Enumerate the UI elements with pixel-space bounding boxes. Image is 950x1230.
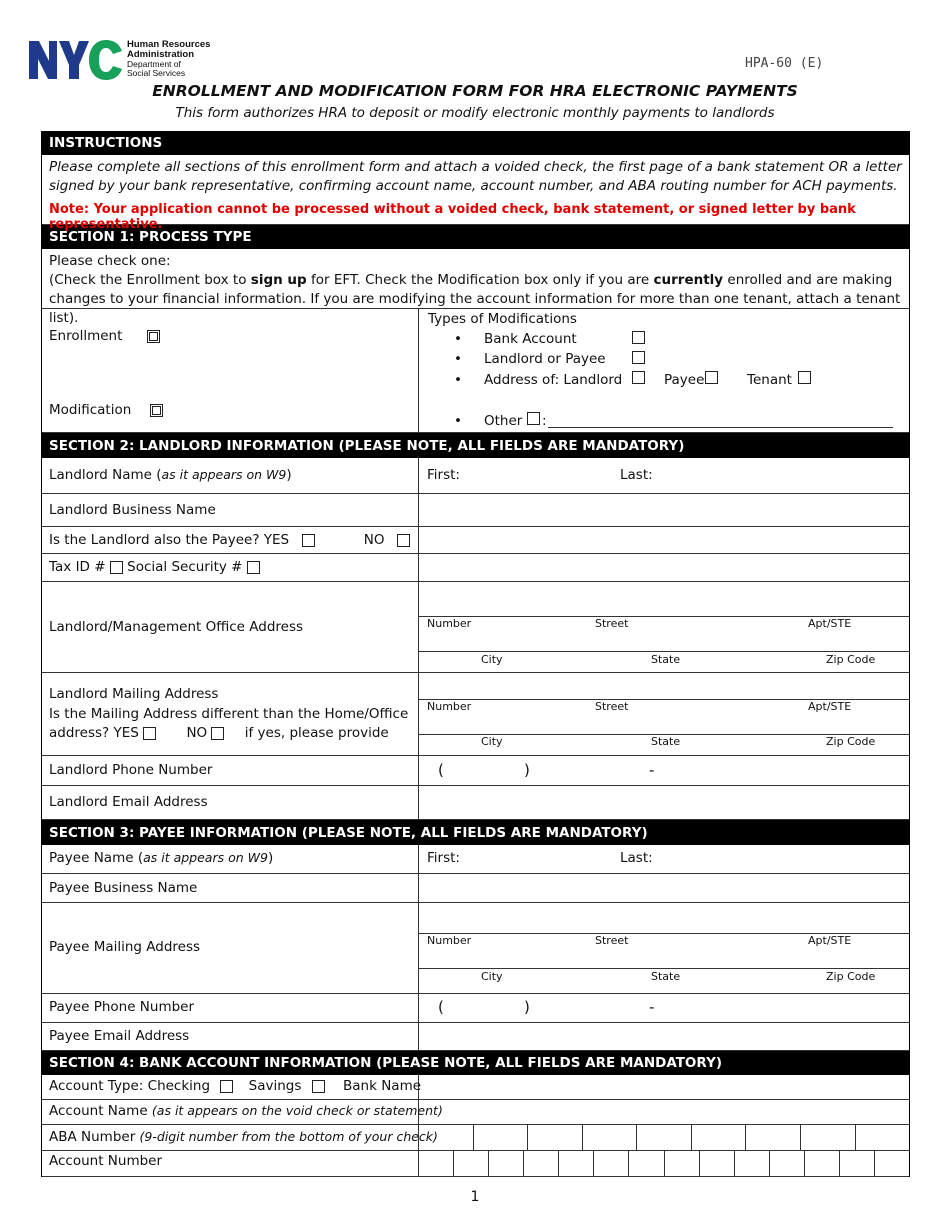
is-payee-text: Is the Landlord also the Payee? YES — [49, 532, 290, 548]
office-state-label: State — [651, 653, 681, 666]
landlord-name-text: Landlord Name ( — [49, 467, 162, 483]
office-address-row — [42, 582, 909, 673]
instructions-note: Note: Your application cannot be processed without a voided check, bank statement, or signed letter by bank representative. — [49, 202, 856, 232]
section2-heading — [42, 433, 909, 458]
office-street-label: Street — [595, 617, 629, 630]
form-code: HPA-60 (E) — [745, 56, 824, 71]
mailing-line-3 — [49, 724, 408, 744]
account-number-row — [42, 1151, 909, 1177]
section4-heading-text: SECTION 4: BANK ACCOUNT INFORMATION (PLEASE NOTE, ALL FIELDS ARE MANDATORY) — [49, 1055, 723, 1071]
office-number-label: Number — [427, 617, 472, 630]
landlord-name-label — [49, 467, 292, 483]
account-number-digit-grid[interactable] — [418, 1151, 909, 1176]
payee-street-label: Street — [595, 934, 629, 947]
bullet-other: • — [454, 413, 462, 429]
payee-name-hint: as it appears on W9 — [143, 850, 268, 865]
instructions-block — [42, 155, 909, 232]
modification-checkbox[interactable] — [150, 404, 163, 417]
address-payee-label: Payee — [664, 372, 705, 388]
form-body — [41, 131, 910, 1177]
aba-text: ABA Number — [49, 1129, 140, 1145]
mailing-line-1: Landlord Mailing Address — [49, 686, 219, 702]
payee-phone-dash: - — [649, 998, 655, 1016]
is-payee-no-label: NO — [363, 532, 385, 548]
mailing-street-label: Street — [595, 700, 629, 713]
address-of-landlord-label: Address of: Landlord — [484, 372, 623, 388]
account-name-text: Account Name — [49, 1103, 152, 1119]
payee-mailing-row — [42, 903, 909, 994]
payee-number-label: Number — [427, 934, 472, 947]
help-bold-1: sign up — [250, 272, 307, 288]
landlord-business-label: Landlord Business Name — [49, 502, 216, 518]
payee-first-label: First: — [427, 850, 460, 866]
account-name-hint: (as it appears on the void check or statement) — [151, 1103, 443, 1118]
other-colon: : — [542, 413, 547, 429]
landlord-is-payee-label — [49, 532, 410, 548]
landlord-name-paren: ) — [286, 467, 292, 483]
is-payee-no-checkbox[interactable] — [397, 534, 410, 547]
enrollment-label: Enrollment — [49, 328, 123, 344]
account-name-label — [49, 1103, 443, 1119]
payee-business-label: Payee Business Name — [49, 880, 198, 896]
form-subtitle: This form authorizes HRA to deposit or modify electronic monthly payments to landlords — [175, 105, 775, 121]
tax-id-text: Tax ID # — [49, 559, 106, 575]
enrollment-checkbox[interactable] — [147, 330, 160, 343]
instructions-heading — [42, 131, 909, 155]
bank-account-label: Bank Account — [484, 331, 577, 347]
agency-line-1: Human Resources — [127, 39, 211, 50]
bullet-bank: • — [454, 331, 462, 347]
account-type-label — [49, 1078, 421, 1094]
address-payee-checkbox[interactable] — [705, 371, 718, 384]
landlord-phone-label: Landlord Phone Number — [49, 762, 213, 778]
landlord-phone-dash: - — [649, 761, 655, 779]
address-tenant-label: Tenant — [747, 372, 792, 388]
payee-phone-row — [42, 994, 909, 1023]
aba-label — [49, 1129, 438, 1145]
account-number-label: Account Number — [49, 1153, 163, 1169]
bank-name-text: Bank Name — [343, 1078, 422, 1094]
agency-line-3: Department of — [127, 59, 181, 69]
aba-hint: (9-digit number from the bottom of your check) — [139, 1129, 438, 1144]
bank-account-checkbox[interactable] — [632, 331, 645, 344]
form-title: ENROLLMENT AND MODIFICATION FORM FOR HRA ELECTRONIC PAYMENTS — [152, 82, 798, 100]
section2-heading-text: SECTION 2: LANDLORD INFORMATION (PLEASE NOTE, ALL FIELDS ARE MANDATORY) — [49, 437, 685, 454]
nyc-logo-graphic — [29, 39, 123, 81]
landlord-email-label: Landlord Email Address — [49, 794, 208, 810]
mailing-if-yes-text: if yes, please provide — [244, 725, 389, 741]
payee-zip-label: Zip Code — [826, 970, 876, 983]
modification-label: Modification — [49, 402, 132, 418]
landlord-or-payee-label: Landlord or Payee — [484, 351, 606, 367]
tax-id-checkbox[interactable] — [110, 561, 123, 574]
landlord-email-row — [42, 786, 909, 820]
enrollment-option — [49, 328, 160, 344]
payee-state-label: State — [651, 970, 681, 983]
landlord-name-row — [42, 458, 909, 494]
payee-email-row — [42, 1023, 909, 1051]
tax-id-label — [49, 559, 260, 575]
mailing-city-label: City — [481, 735, 503, 748]
office-apt-label: Apt/STE — [808, 617, 852, 630]
check-one-label: Please check one: — [49, 253, 171, 269]
landlord-phone-row — [42, 756, 909, 786]
address-landlord-checkbox[interactable] — [632, 371, 645, 384]
payee-last-label: Last: — [620, 850, 653, 866]
mailing-no-checkbox[interactable] — [211, 727, 224, 740]
payee-name-row — [42, 845, 909, 874]
landlord-phone-paren-open: ( — [438, 761, 444, 779]
nyc-logo — [29, 39, 123, 81]
bullet-address: • — [454, 372, 462, 388]
help-bold-2: currently — [653, 272, 724, 288]
mailing-address-row — [42, 673, 909, 756]
mailing-apt-label: Apt/STE — [808, 700, 852, 713]
section1-heading-text: SECTION 1: PROCESS TYPE — [49, 229, 252, 245]
mailing-no-text: NO — [186, 725, 208, 741]
mailing-state-label: State — [651, 735, 681, 748]
section3-heading-text: SECTION 3: PAYEE INFORMATION (PLEASE NOTE, ALL FIELDS ARE MANDATORY) — [49, 824, 648, 841]
landlord-name-hint: as it appears on W9 — [161, 467, 287, 482]
savings-text: Savings — [248, 1078, 302, 1094]
other-checkbox[interactable] — [527, 412, 540, 425]
savings-checkbox[interactable] — [312, 1080, 325, 1093]
aba-row — [42, 1125, 909, 1151]
account-type-text: Account Type: Checking — [49, 1078, 211, 1094]
payee-name-label — [49, 850, 273, 866]
mailing-line-2: Is the Mailing Address different than the Home/Office — [49, 705, 409, 722]
payee-phone-paren-close: ) — [524, 998, 530, 1016]
landlord-business-row — [42, 494, 909, 527]
payee-email-label: Payee Email Address — [49, 1028, 190, 1044]
payee-mailing-label: Payee Mailing Address — [49, 939, 201, 955]
mailing-yes-checkbox[interactable] — [143, 727, 156, 740]
process-type-row — [42, 309, 909, 433]
other-label: Other — [484, 413, 523, 429]
section3-heading — [42, 820, 909, 845]
address-tenant-checkbox[interactable] — [798, 371, 811, 384]
landlord-first-label: First: — [427, 467, 460, 483]
payee-city-label: City — [481, 970, 503, 983]
bullet-landlord: • — [454, 351, 462, 367]
agency-name — [127, 40, 210, 78]
agency-line-4: Social Services — [127, 68, 186, 78]
landlord-phone-paren-close: ) — [524, 761, 530, 779]
ssn-text: Social Security # — [127, 559, 243, 575]
account-type-row — [42, 1075, 909, 1100]
aba-digit-grid[interactable] — [418, 1125, 909, 1150]
mailing-zip-label: Zip Code — [826, 735, 876, 748]
types-heading: Types of Modifications — [428, 311, 577, 327]
instructions-text: Please complete all sections of this enrollment form and attach a voided check, the first page of a bank statement OR a letter signed by your bank representative, confirming account name, account number, and ABA routing number for ACH payments. — [49, 159, 902, 194]
mailing-address-label — [49, 685, 408, 744]
is-payee-yes-checkbox[interactable] — [302, 534, 315, 547]
section4-heading — [42, 1051, 909, 1075]
office-address-label: Landlord/Management Office Address — [49, 619, 304, 635]
agency-line-2: Administration — [127, 49, 195, 60]
checking-checkbox[interactable] — [220, 1080, 233, 1093]
help-part-1: (Check the Enrollment box to — [49, 272, 251, 288]
payee-name-text: Payee Name ( — [49, 850, 144, 866]
landlord-last-label: Last: — [620, 467, 653, 483]
other-input-line[interactable] — [548, 427, 893, 428]
office-city-label: City — [481, 653, 503, 666]
help-part-3: enrolled and are making changes to your financial information. If you are modifying the account information for more than one tenant, attach a tenant list). — [49, 272, 901, 326]
tax-id-row — [42, 554, 909, 582]
mailing-yes-text: address? YES — [49, 725, 139, 741]
page-number: 1 — [470, 1189, 480, 1205]
office-zip-label: Zip Code — [826, 653, 876, 666]
ssn-checkbox[interactable] — [247, 561, 260, 574]
instructions-heading-text: INSTRUCTIONS — [49, 135, 163, 151]
account-name-row — [42, 1100, 909, 1125]
payee-phone-paren-open: ( — [438, 998, 444, 1016]
help-part-2: for EFT. Check the Modification box only if you are — [306, 272, 654, 288]
payee-apt-label: Apt/STE — [808, 934, 852, 947]
mailing-number-label: Number — [427, 700, 472, 713]
payee-name-paren: ) — [267, 850, 274, 866]
payee-business-row — [42, 874, 909, 903]
payee-phone-label: Payee Phone Number — [49, 999, 195, 1015]
modification-option — [49, 402, 163, 418]
landlord-is-payee-row — [42, 527, 909, 554]
landlord-or-payee-checkbox[interactable] — [632, 351, 645, 364]
